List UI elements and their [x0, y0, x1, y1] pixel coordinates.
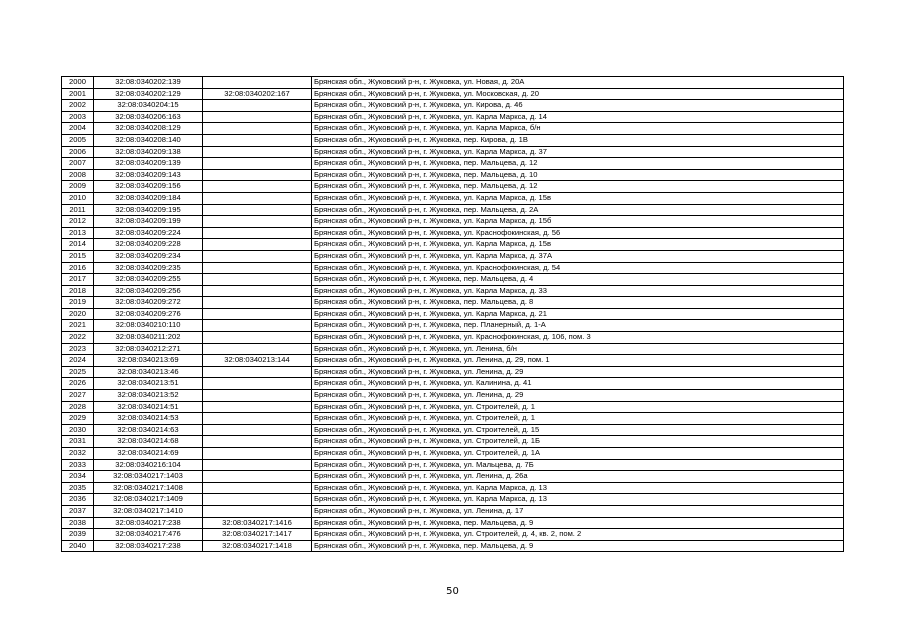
- address-cell: Брянская обл., Жуковский р-н, г. Жуковка, ул. Краснофокинская, д. 106, пом. 3: [312, 332, 844, 344]
- row-number-cell: 2031: [62, 436, 94, 448]
- related-cadastral-number-cell: [203, 308, 312, 320]
- row-number-cell: 2001: [62, 88, 94, 100]
- row-number-cell: 2010: [62, 192, 94, 204]
- address-cell: Брянская обл., Жуковский р-н, г. Жуковка, ул. Карла Маркса, д. 15в: [312, 192, 844, 204]
- cadastral-number-cell: 32:08:0340209:234: [94, 250, 203, 262]
- row-number-cell: 2019: [62, 297, 94, 309]
- related-cadastral-number-cell: [203, 471, 312, 483]
- related-cadastral-number-cell: 32:08:0340213:144: [203, 355, 312, 367]
- address-cell: Брянская обл., Жуковский р-н, г. Жуковка, ул. Ленина, д. 29: [312, 390, 844, 402]
- cadastral-number-cell: 32:08:0340209:256: [94, 285, 203, 297]
- address-cell: Брянская обл., Жуковский р-н, г. Жуковка, ул. Ленина, д. 29, пом. 1: [312, 355, 844, 367]
- table-row: [62, 494, 844, 506]
- table-row: [62, 390, 844, 402]
- address-cell: Брянская обл., Жуковский р-н, г. Жуковка, ул. Карла Маркса, б/н: [312, 123, 844, 135]
- table-row: [62, 274, 844, 286]
- cadastral-number-cell: 32:08:0340217:238: [94, 517, 203, 529]
- address-cell: Брянская обл., Жуковский р-н, г. Жуковка, ул. Карла Маркса, д. 14: [312, 111, 844, 123]
- cadastral-number-cell: 32:08:0340209:228: [94, 239, 203, 251]
- row-number-cell: 2038: [62, 517, 94, 529]
- table-row: [62, 88, 844, 100]
- related-cadastral-number-cell: [203, 297, 312, 309]
- cadastral-number-cell: 32:08:0340216:104: [94, 459, 203, 471]
- row-number-cell: 2039: [62, 529, 94, 541]
- row-number-cell: 2000: [62, 77, 94, 89]
- address-cell: Брянская обл., Жуковский р-н, г. Жуковка, ул. Московская, д. 20: [312, 88, 844, 100]
- cadastral-number-cell: 32:08:0340202:139: [94, 77, 203, 89]
- row-number-cell: 2011: [62, 204, 94, 216]
- address-cell: Брянская обл., Жуковский р-н, г. Жуковка, ул. Карла Маркса, д. 15в: [312, 239, 844, 251]
- table-row: [62, 401, 844, 413]
- table-row: [62, 227, 844, 239]
- related-cadastral-number-cell: [203, 146, 312, 158]
- table-row: [62, 482, 844, 494]
- address-cell: Брянская обл., Жуковский р-н, г. Жуковка, ул. Карла Маркса, д. 37А: [312, 250, 844, 262]
- related-cadastral-number-cell: [203, 181, 312, 193]
- cadastral-number-cell: 32:08:0340217:1409: [94, 494, 203, 506]
- related-cadastral-number-cell: [203, 77, 312, 89]
- row-number-cell: 2024: [62, 355, 94, 367]
- row-number-cell: 2015: [62, 250, 94, 262]
- row-number-cell: 2012: [62, 216, 94, 228]
- cadastral-number-cell: 32:08:0340209:138: [94, 146, 203, 158]
- row-number-cell: 2007: [62, 158, 94, 170]
- related-cadastral-number-cell: [203, 448, 312, 460]
- address-cell: Брянская обл., Жуковский р-н, г. Жуковка, ул. Новая, д. 20А: [312, 77, 844, 89]
- related-cadastral-number-cell: [203, 274, 312, 286]
- related-cadastral-number-cell: [203, 424, 312, 436]
- cadastral-number-cell: 32:08:0340213:46: [94, 366, 203, 378]
- cadastral-number-cell: 32:08:0340208:129: [94, 123, 203, 135]
- related-cadastral-number-cell: [203, 204, 312, 216]
- table-row: [62, 192, 844, 204]
- cadastral-number-cell: 32:08:0340209:255: [94, 274, 203, 286]
- related-cadastral-number-cell: [203, 332, 312, 344]
- row-number-cell: 2002: [62, 100, 94, 112]
- address-cell: Брянская обл., Жуковский р-н, г. Жуковка, пер. Мальцева, д. 12: [312, 158, 844, 170]
- row-number-cell: 2022: [62, 332, 94, 344]
- related-cadastral-number-cell: [203, 436, 312, 448]
- table-row: [62, 436, 844, 448]
- related-cadastral-number-cell: [203, 123, 312, 135]
- row-number-cell: 2009: [62, 181, 94, 193]
- row-number-cell: 2029: [62, 413, 94, 425]
- related-cadastral-number-cell: [203, 250, 312, 262]
- cadastral-number-cell: 32:08:0340217:1408: [94, 482, 203, 494]
- row-number-cell: 2020: [62, 308, 94, 320]
- table-row: [62, 448, 844, 460]
- related-cadastral-number-cell: [203, 401, 312, 413]
- cadastral-number-cell: 32:08:0340217:238: [94, 540, 203, 552]
- table-row: [62, 111, 844, 123]
- table-row: [62, 77, 844, 89]
- table-row: [62, 297, 844, 309]
- table-row: [62, 505, 844, 517]
- table-row: [62, 471, 844, 483]
- related-cadastral-number-cell: [203, 100, 312, 112]
- row-number-cell: 2006: [62, 146, 94, 158]
- cadastral-number-cell: 32:08:0340212:271: [94, 343, 203, 355]
- table-row: [62, 285, 844, 297]
- row-number-cell: 2028: [62, 401, 94, 413]
- row-number-cell: 2036: [62, 494, 94, 506]
- table-row: [62, 517, 844, 529]
- address-cell: Брянская обл., Жуковский р-н, г. Жуковка, ул. Краснофокинская, д. 56: [312, 227, 844, 239]
- cadastral-number-cell: 32:08:0340214:68: [94, 436, 203, 448]
- address-cell: Брянская обл., Жуковский р-н, г. Жуковка, пер. Мальцева, д. 12: [312, 181, 844, 193]
- row-number-cell: 2026: [62, 378, 94, 390]
- related-cadastral-number-cell: [203, 111, 312, 123]
- address-cell: Брянская обл., Жуковский р-н, г. Жуковка, ул. Ленина, д. 26а: [312, 471, 844, 483]
- address-cell: Брянская обл., Жуковский р-н, г. Жуковка, ул. Строителей, д. 4, кв. 2, пом. 2: [312, 529, 844, 541]
- table-row: [62, 134, 844, 146]
- cadastral-number-cell: 32:08:0340209:143: [94, 169, 203, 181]
- related-cadastral-number-cell: [203, 320, 312, 332]
- row-number-cell: 2018: [62, 285, 94, 297]
- row-number-cell: 2023: [62, 343, 94, 355]
- table-row: [62, 355, 844, 367]
- page-number: 50: [446, 586, 459, 597]
- table-row: [62, 424, 844, 436]
- related-cadastral-number-cell: [203, 285, 312, 297]
- related-cadastral-number-cell: [203, 482, 312, 494]
- table-row: [62, 366, 844, 378]
- address-cell: Брянская обл., Жуковский р-н, г. Жуковка, ул. Ленина, б/н: [312, 343, 844, 355]
- related-cadastral-number-cell: [203, 227, 312, 239]
- address-cell: Брянская обл., Жуковский р-н, г. Жуковка, пер. Мальцева, д. 10: [312, 169, 844, 181]
- row-number-cell: 2008: [62, 169, 94, 181]
- address-cell: Брянская обл., Жуковский р-н, г. Жуковка, ул. Карла Маркса, д. 13: [312, 482, 844, 494]
- address-cell: Брянская обл., Жуковский р-н, г. Жуковка, ул. Строителей, д. 15: [312, 424, 844, 436]
- related-cadastral-number-cell: [203, 459, 312, 471]
- address-cell: Брянская обл., Жуковский р-н, г. Жуковка, ул. Карла Маркса, д. 33: [312, 285, 844, 297]
- address-cell: Брянская обл., Жуковский р-н, г. Жуковка, пер. Мальцева, д. 2А: [312, 204, 844, 216]
- related-cadastral-number-cell: [203, 366, 312, 378]
- related-cadastral-number-cell: [203, 158, 312, 170]
- address-cell: Брянская обл., Жуковский р-н, г. Жуковка, ул. Строителей, д. 1А: [312, 448, 844, 460]
- cadastral-number-cell: 32:08:0340209:272: [94, 297, 203, 309]
- cadastral-number-cell: 32:08:0340214:53: [94, 413, 203, 425]
- address-cell: Брянская обл., Жуковский р-н, г. Жуковка, пер. Кирова, д. 1В: [312, 134, 844, 146]
- table-row: [62, 100, 844, 112]
- table-row: [62, 320, 844, 332]
- table-row: [62, 459, 844, 471]
- cadastral-number-cell: 32:08:0340213:51: [94, 378, 203, 390]
- cadastral-number-cell: 32:08:0340210:110: [94, 320, 203, 332]
- address-cell: Брянская обл., Жуковский р-н, г. Жуковка, пер. Мальцева, д. 8: [312, 297, 844, 309]
- table-row: [62, 529, 844, 541]
- cadastral-number-cell: 32:08:0340214:51: [94, 401, 203, 413]
- address-cell: Брянская обл., Жуковский р-н, г. Жуковка, ул. Карла Маркса, д. 15б: [312, 216, 844, 228]
- cadastral-number-cell: 32:08:0340209:156: [94, 181, 203, 193]
- table-row: [62, 540, 844, 552]
- row-number-cell: 2021: [62, 320, 94, 332]
- cadastral-number-cell: 32:08:0340209:184: [94, 192, 203, 204]
- row-number-cell: 2033: [62, 459, 94, 471]
- cadastral-number-cell: 32:08:0340209:195: [94, 204, 203, 216]
- cadastral-number-cell: 32:08:0340209:276: [94, 308, 203, 320]
- related-cadastral-number-cell: [203, 343, 312, 355]
- cadastral-number-cell: 32:08:0340209:235: [94, 262, 203, 274]
- row-number-cell: 2013: [62, 227, 94, 239]
- address-cell: Брянская обл., Жуковский р-н, г. Жуковка, пер. Мальцева, д. 9: [312, 540, 844, 552]
- cadastral-number-cell: 32:08:0340211:202: [94, 332, 203, 344]
- related-cadastral-number-cell: [203, 239, 312, 251]
- related-cadastral-number-cell: [203, 192, 312, 204]
- row-number-cell: 2040: [62, 540, 94, 552]
- table-row: [62, 158, 844, 170]
- table-row: [62, 239, 844, 251]
- cadastral-number-cell: 32:08:0340208:140: [94, 134, 203, 146]
- related-cadastral-number-cell: [203, 262, 312, 274]
- address-cell: Брянская обл., Жуковский р-н, г. Жуковка, ул. Ленина, д. 29: [312, 366, 844, 378]
- cadastral-number-cell: 32:08:0340214:63: [94, 424, 203, 436]
- related-cadastral-number-cell: [203, 378, 312, 390]
- related-cadastral-number-cell: 32:08:0340202:167: [203, 88, 312, 100]
- address-cell: Брянская обл., Жуковский р-н, г. Жуковка, ул. Строителей, д. 1: [312, 401, 844, 413]
- table-row: [62, 332, 844, 344]
- address-cell: Брянская обл., Жуковский р-н, г. Жуковка, пер. Планерный, д. 1-А: [312, 320, 844, 332]
- address-cell: Брянская обл., Жуковский р-н, г. Жуковка, ул. Строителей, д. 1Б: [312, 436, 844, 448]
- related-cadastral-number-cell: [203, 390, 312, 402]
- address-cell: Брянская обл., Жуковский р-н, г. Жуковка, пер. Мальцева, д. 9: [312, 517, 844, 529]
- row-number-cell: 2014: [62, 239, 94, 251]
- table-row: [62, 262, 844, 274]
- row-number-cell: 2035: [62, 482, 94, 494]
- cadastral-number-cell: 32:08:0340206:163: [94, 111, 203, 123]
- table-row: [62, 146, 844, 158]
- cadastral-number-cell: 32:08:0340209:224: [94, 227, 203, 239]
- address-cell: Брянская обл., Жуковский р-н, г. Жуковка, ул. Карла Маркса, д. 37: [312, 146, 844, 158]
- table-row: [62, 343, 844, 355]
- cadastral-number-cell: 32:08:0340214:69: [94, 448, 203, 460]
- related-cadastral-number-cell: [203, 413, 312, 425]
- cadastral-number-cell: 32:08:0340209:139: [94, 158, 203, 170]
- table-row: [62, 204, 844, 216]
- table-row: [62, 378, 844, 390]
- table-row: [62, 216, 844, 228]
- address-cell: Брянская обл., Жуковский р-н, г. Жуковка, ул. Кирова, д. 46: [312, 100, 844, 112]
- row-number-cell: 2027: [62, 390, 94, 402]
- cadastral-number-cell: 32:08:0340202:129: [94, 88, 203, 100]
- address-cell: Брянская обл., Жуковский р-н, г. Жуковка, ул. Краснофокинская, д. 54: [312, 262, 844, 274]
- address-cell: Брянская обл., Жуковский р-н, г. Жуковка, пер. Мальцева, д. 4: [312, 274, 844, 286]
- address-cell: Брянская обл., Жуковский р-н, г. Жуковка, ул. Ленина, д. 17: [312, 505, 844, 517]
- related-cadastral-number-cell: 32:08:0340217:1418: [203, 540, 312, 552]
- row-number-cell: 2032: [62, 448, 94, 460]
- address-cell: Брянская обл., Жуковский р-н, г. Жуковка, ул. Калинина, д. 41: [312, 378, 844, 390]
- address-cell: Брянская обл., Жуковский р-н, г. Жуковка, ул. Строителей, д. 1: [312, 413, 844, 425]
- row-number-cell: 2025: [62, 366, 94, 378]
- cadastral-number-cell: 32:08:0340217:476: [94, 529, 203, 541]
- cadastral-number-cell: 32:08:0340213:52: [94, 390, 203, 402]
- address-cell: Брянская обл., Жуковский р-н, г. Жуковка, ул. Мальцева, д. 7Б: [312, 459, 844, 471]
- address-cell: Брянская обл., Жуковский р-н, г. Жуковка, ул. Карла Маркса, д. 21: [312, 308, 844, 320]
- row-number-cell: 2030: [62, 424, 94, 436]
- cadastral-number-cell: 32:08:0340213:69: [94, 355, 203, 367]
- row-number-cell: 2016: [62, 262, 94, 274]
- row-number-cell: 2034: [62, 471, 94, 483]
- table-row: [62, 181, 844, 193]
- table-row: [62, 250, 844, 262]
- row-number-cell: 2003: [62, 111, 94, 123]
- row-number-cell: 2017: [62, 274, 94, 286]
- registry-table-body: [62, 77, 844, 552]
- row-number-cell: 2005: [62, 134, 94, 146]
- table-row: [62, 308, 844, 320]
- table-row: [62, 169, 844, 181]
- cadastral-number-cell: 32:08:0340209:199: [94, 216, 203, 228]
- row-number-cell: 2037: [62, 505, 94, 517]
- related-cadastral-number-cell: [203, 505, 312, 517]
- row-number-cell: 2004: [62, 123, 94, 135]
- related-cadastral-number-cell: 32:08:0340217:1417: [203, 529, 312, 541]
- cadastral-number-cell: 32:08:0340217:1410: [94, 505, 203, 517]
- property-registry-table: [61, 76, 844, 552]
- related-cadastral-number-cell: [203, 216, 312, 228]
- related-cadastral-number-cell: [203, 169, 312, 181]
- cadastral-number-cell: 32:08:0340204:15: [94, 100, 203, 112]
- related-cadastral-number-cell: [203, 134, 312, 146]
- table-row: [62, 413, 844, 425]
- cadastral-number-cell: 32:08:0340217:1403: [94, 471, 203, 483]
- related-cadastral-number-cell: [203, 494, 312, 506]
- address-cell: Брянская обл., Жуковский р-н, г. Жуковка, ул. Карла Маркса, д. 13: [312, 494, 844, 506]
- related-cadastral-number-cell: 32:08:0340217:1416: [203, 517, 312, 529]
- table-row: [62, 123, 844, 135]
